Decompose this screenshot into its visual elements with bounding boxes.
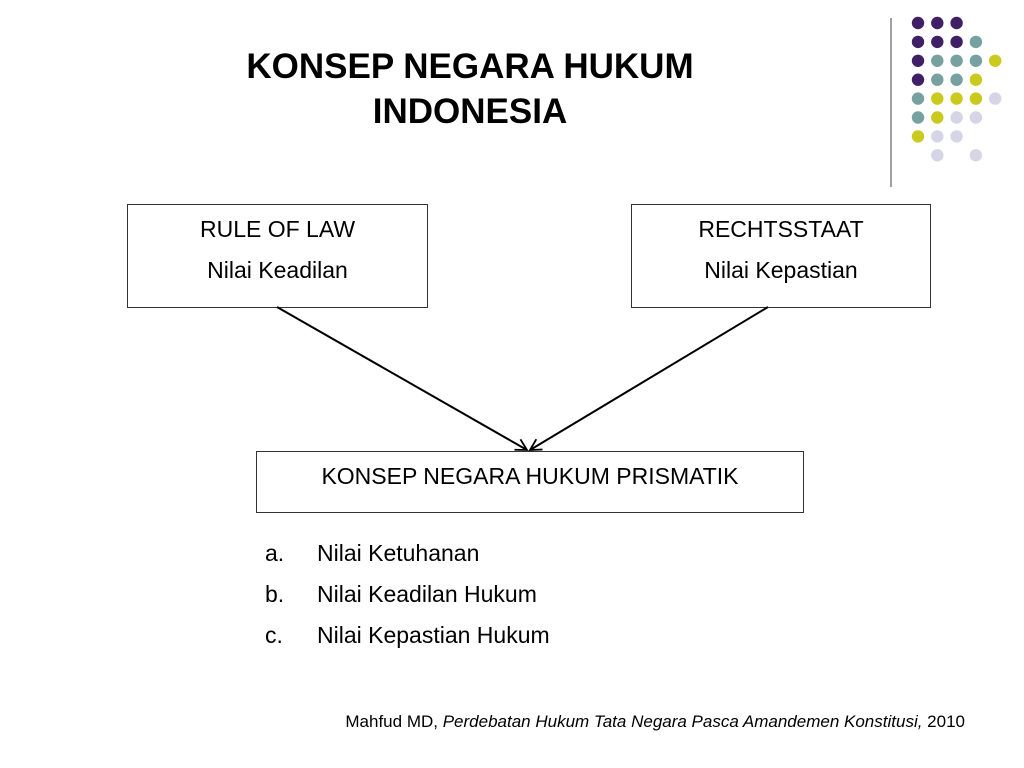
- citation-work: Perdebatan Hukum Tata Negara Pasca Amandemen Konstitusi,: [442, 712, 923, 731]
- list-marker: b.: [265, 581, 285, 607]
- arrow-from-rule-of-law: [277, 307, 527, 450]
- list-item-text: Nilai Kepastian Hukum: [317, 622, 550, 648]
- list-marker: c.: [265, 622, 283, 648]
- citation: [0, 712, 965, 732]
- kepastian-label: Nilai Kepastian: [704, 257, 858, 283]
- prismatik-box: [256, 451, 804, 513]
- keadilan-label: Nilai Keadilan: [207, 257, 348, 283]
- arrow-from-rechtsstaat: [530, 307, 768, 450]
- citation-author: Mahfud MD,: [345, 712, 443, 731]
- rule-of-law-label: RULE OF LAW: [199, 216, 356, 242]
- list-item-text: Nilai Ketuhanan: [317, 540, 480, 566]
- prismatik-label: KONSEP NEGARA HUKUM PRISMATIK: [321, 463, 739, 489]
- list-item: [265, 576, 550, 617]
- list-item: [265, 617, 550, 658]
- values-list: [265, 535, 550, 658]
- title-line-2: INDONESIA: [372, 92, 568, 131]
- list-marker: a.: [265, 540, 285, 566]
- list-item-text: Nilai Keadilan Hukum: [317, 581, 537, 607]
- title-line-1: KONSEP NEGARA HUKUM: [246, 47, 694, 86]
- citation-year: 2010: [922, 712, 965, 731]
- rechtsstaat-label: RECHTSSTAAT: [698, 216, 864, 242]
- list-item: [265, 535, 550, 576]
